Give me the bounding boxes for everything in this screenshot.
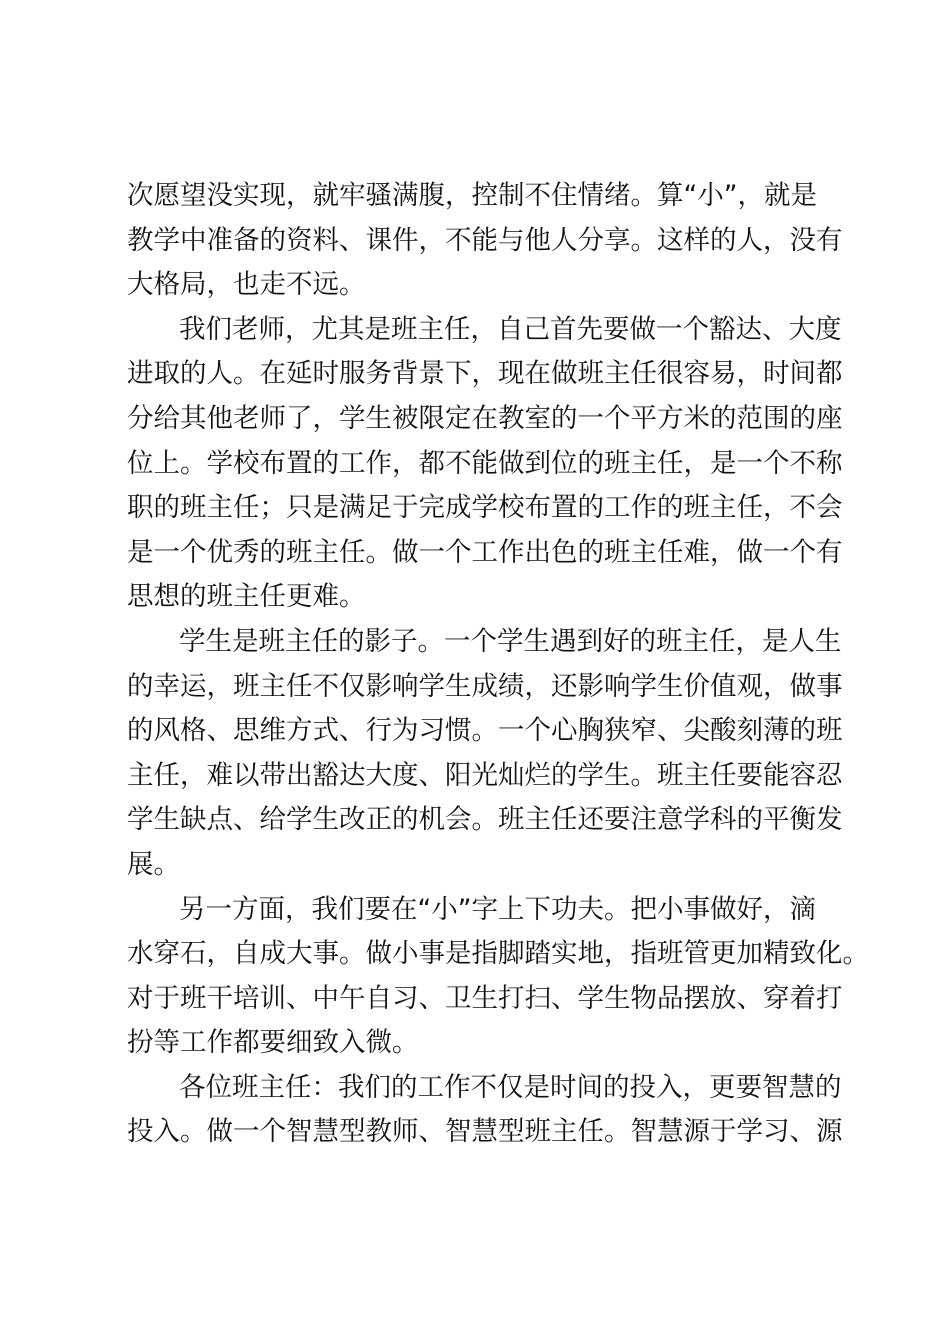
text-line: 主任，难以带出豁达大度、阳光灿烂的学生。班主任要能容忍 xyxy=(127,759,843,791)
paragraph-start-line: 各位班主任：我们的工作不仅是时间的投入，更要智慧的 xyxy=(179,1071,842,1103)
text-line: 是一个优秀的班主任。做一个工作出色的班主任难，做一个有 xyxy=(127,536,843,568)
paragraph-start-line: 学生是班主任的影子。一个学生遇到好的班主任，是人生 xyxy=(179,625,842,657)
text-line: 对于班干培训、中午自习、卫生打扫、学生物品摆放、穿着打 xyxy=(127,982,843,1014)
text-line: 的风格、思维方式、行为习惯。一个心胸狭窄、尖酸刻薄的班 xyxy=(127,715,843,747)
text-line: 思想的班主任更难。 xyxy=(127,581,366,613)
paragraph-start-line: 我们老师，尤其是班主任，自己首先要做一个豁达、大度 xyxy=(179,313,842,345)
text-line: 教学中准备的资料、课件，不能与他人分享。这样的人，没有 xyxy=(127,224,843,256)
text-line: 的幸运，班主任不仅影响学生成绩，还影响学生价值观，做事 xyxy=(127,670,843,702)
text-line: 分给其他老师了，学生被限定在教室的一个平方米的范围的座 xyxy=(127,402,843,434)
text-line: 次愿望没实现，就牢骚满腹，控制不住情绪。算“小”，就是 xyxy=(127,180,817,211)
text-line: 职的班主任；只是满足于完成学校布置的工作的班主任，不会 xyxy=(127,492,843,524)
text-line: 水穿石，自成大事。做小事是指脚踏实地，指班管更加精致化。 xyxy=(127,938,869,970)
text-line: 位上。学校布置的工作，都不能做到位的班主任，是一个不称 xyxy=(127,447,843,479)
text-line: 进取的人。在延时服务背景下，现在做班主任很容易，时间都 xyxy=(127,358,843,390)
text-line: 投入。做一个智慧型教师、智慧型班主任。智慧源于学习、源 xyxy=(127,1116,843,1148)
text-line: 学生缺点、给学生改正的机会。班主任还要注意学科的平衡发 xyxy=(127,804,843,836)
paragraph-start-line: 另一方面，我们要在“小”字上下功夫。把小事做好，滴 xyxy=(179,893,816,925)
text-line: 展。 xyxy=(127,848,180,880)
body-text xyxy=(127,174,869,1155)
text-line: 大格局，也走不远。 xyxy=(127,269,366,301)
text-line: 扮等工作都要细致入微。 xyxy=(127,1027,419,1059)
